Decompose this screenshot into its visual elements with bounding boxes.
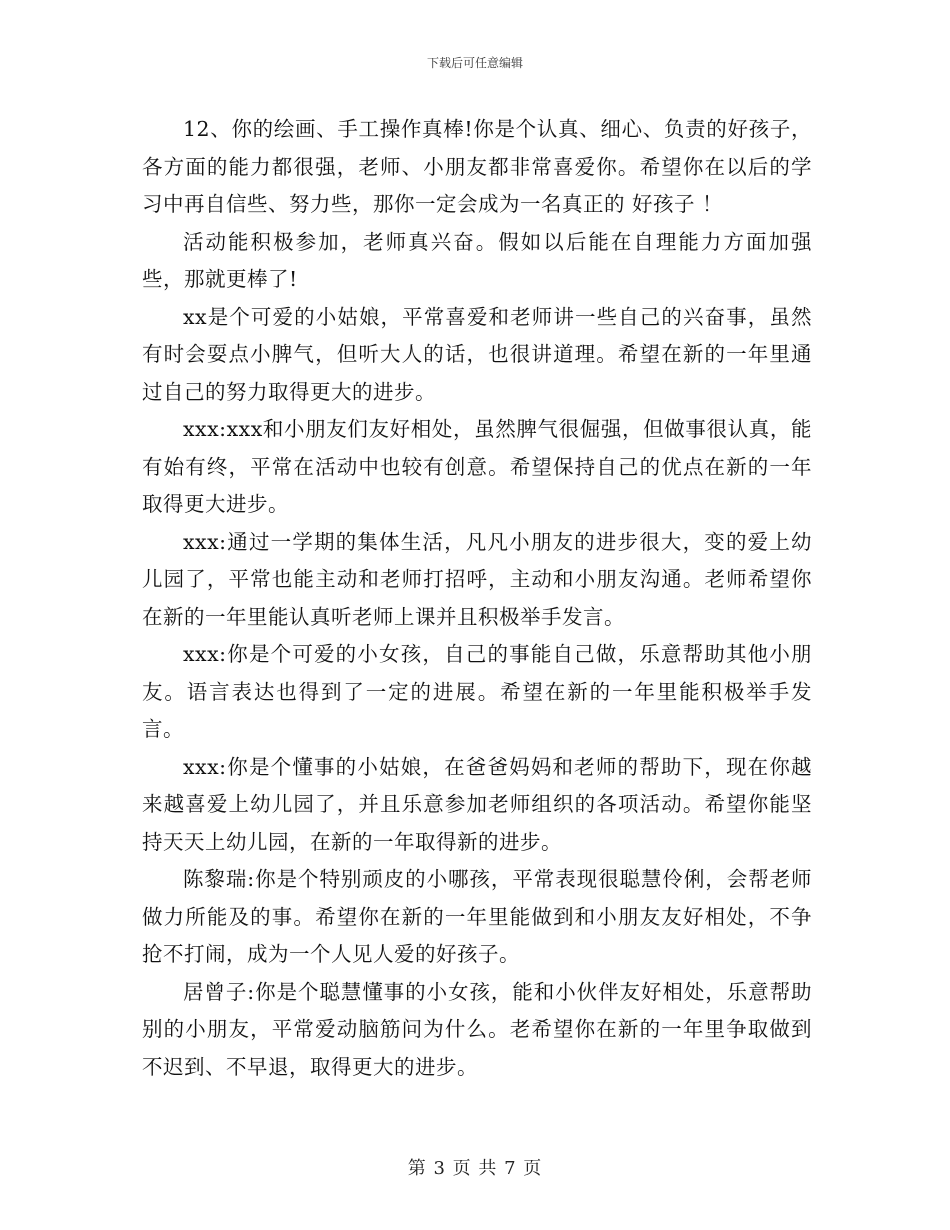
paragraph-4: xxx:xxx和小朋友们友好相处，虽然脾气很倔强，但做事很认真，能有始有终，平常在活动中也较有创意。希望保持自己的优点在新的一年取得更大进步。	[142, 417, 812, 516]
paragraph-9: 居曾子:你是个聪慧懂事的小女孩，能和小伙伴友好相处，乐意帮助别的小朋友，平常爱动脑筋问为什么。老希望你在新的一年里争取做到不迟到、不早退，取得更大的进步。	[142, 979, 812, 1079]
paragraph-7: xxx:你是个懂事的小姑娘，在爸爸妈妈和老师的帮助下，现在你越来越喜爱上幼儿园了，并且乐意参加老师组织的各项活动。希望你能坚持天天上幼儿园，在新的一年取得新的进步。	[142, 754, 812, 854]
paragraph-1: 12、你的绘画、手工操作真棒!你是个认真、细心、负责的好孩子，各方面的能力都很强，老师、小朋友都非常喜爱你。希望你在以后的学习中再自信些、努力些，那你一定会成为一名真正的 好孩子 ！	[142, 117, 812, 216]
page-header: 下载后可任意编辑	[426, 56, 523, 70]
document-body	[142, 111, 812, 1086]
page-number-footer: 第 3 页 共 7 页	[407, 1158, 543, 1179]
paragraph-2: 活动能积极参加，老师真兴奋。假如以后能在自理能力方面加强些，那就更棒了!	[142, 229, 812, 291]
paragraph-8: 陈黎瑞:你是个特别顽皮的小哪孩，平常表现很聪慧伶俐，会帮老师做力所能及的事。希望你在新的一年里能做到和小朋友友好相处，不争抢不打闹，成为一个人见人爱的好孩子。	[142, 867, 812, 966]
paragraph-3: xx是个可爱的小姑娘，平常喜爱和老师讲一些自己的兴奋事，虽然有时会耍点小脾气，但听大人的话，也很讲道理。希望在新的一年里通过自己的努力取得更大的进步。	[142, 304, 812, 404]
paragraph-5: xxx:通过一学期的集体生活，凡凡小朋友的进步很大，变的爱上幼儿园了，平常也能主动和老师打招呼，主动和小朋友沟通。老师希望你在新的一年里能认真听老师上课并且积极举手发言。	[142, 529, 812, 629]
paragraph-6: xxx:你是个可爱的小女孩，自己的事能自己做，乐意帮助其他小朋友。语言表达也得到了一定的进展。希望在新的一年里能积极举手发言。	[142, 642, 812, 741]
